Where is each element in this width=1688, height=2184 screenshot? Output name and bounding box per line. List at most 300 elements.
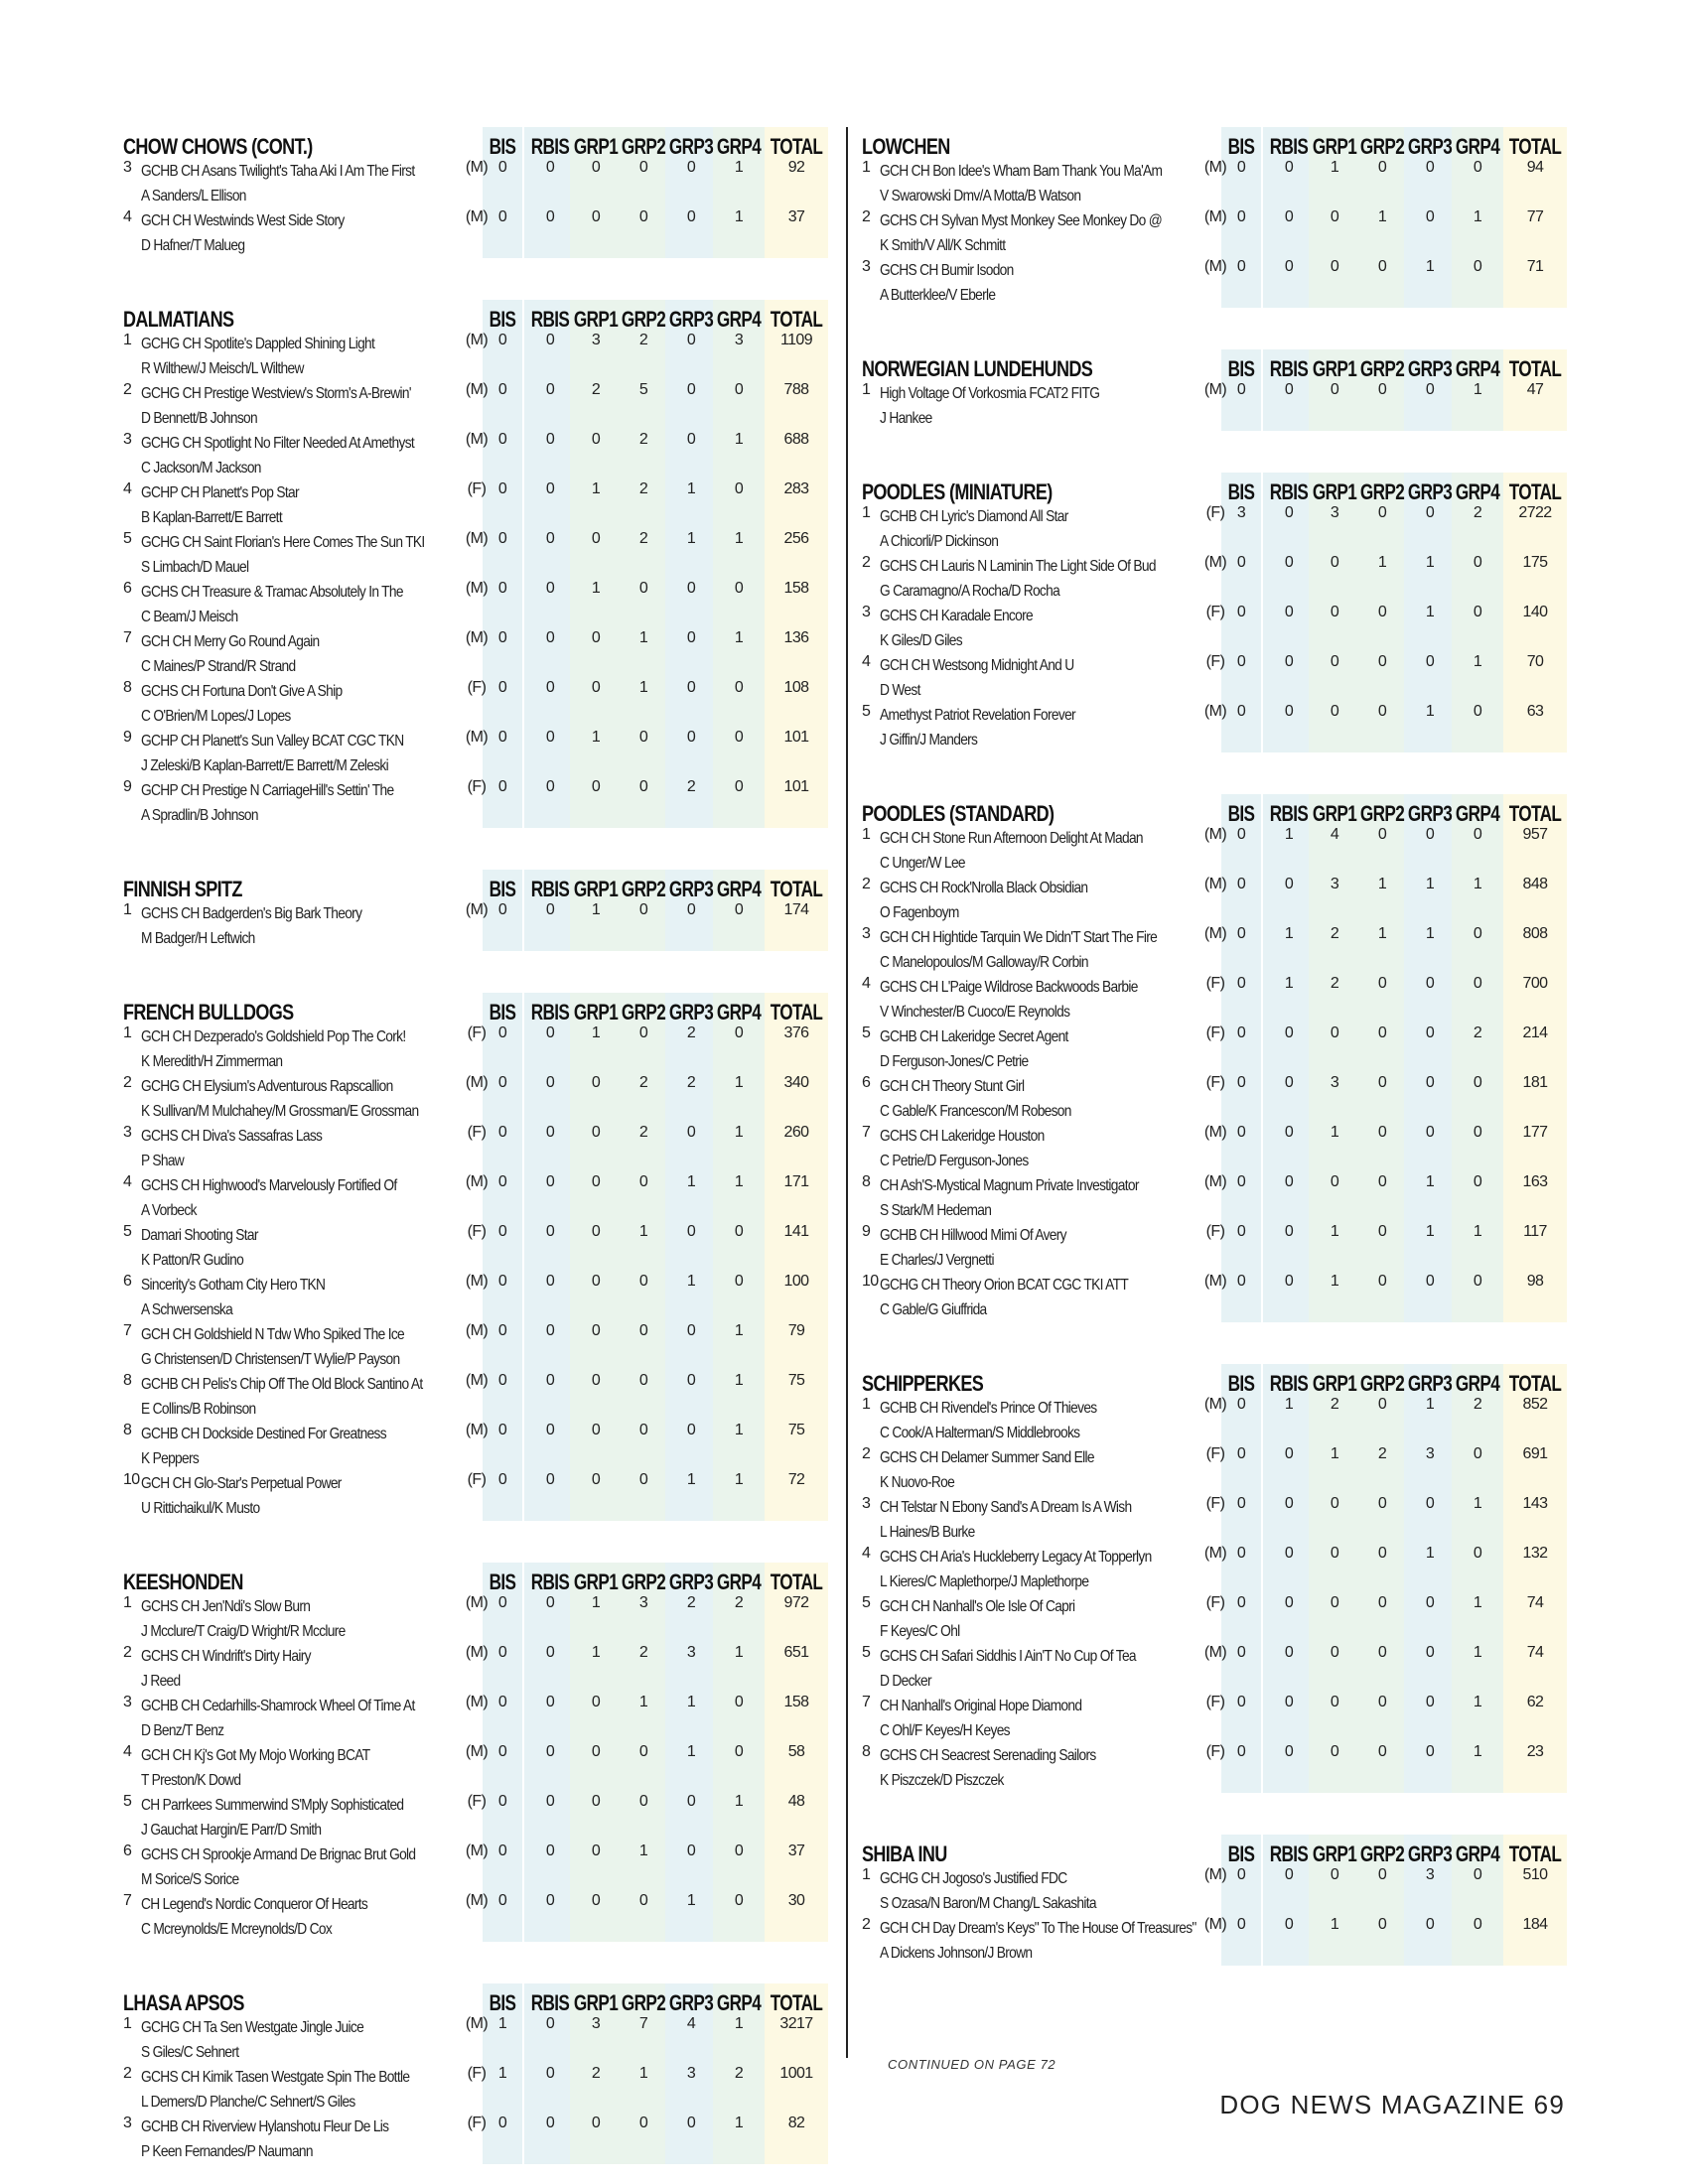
owner-names: S Giles/C Sehnert xyxy=(141,2044,239,2061)
stat-value: 1 xyxy=(734,1471,744,1488)
stat-value: 0 xyxy=(1473,826,1482,843)
rank-number: 10 xyxy=(862,1273,879,1290)
stat-value: 1 xyxy=(1330,1124,1339,1141)
stat-value: 848 xyxy=(1522,876,1548,892)
stat-value: 0 xyxy=(497,208,507,225)
rank-number: 6 xyxy=(123,580,132,597)
dog-entry xyxy=(141,1843,499,1892)
column-header: TOTAL xyxy=(1508,134,1562,159)
stat-value: 0 xyxy=(1377,826,1387,843)
dog-entry xyxy=(141,1694,499,1743)
stat-value: 0 xyxy=(734,1223,744,1240)
table-row xyxy=(862,1124,1557,1173)
sex-label: (F) xyxy=(467,1793,487,1810)
stat-value: 0 xyxy=(545,2015,555,2032)
rank-number: 4 xyxy=(123,1173,132,1190)
stat-value: 0 xyxy=(497,332,507,348)
stat-value: 0 xyxy=(497,1843,507,1859)
rank-number: 2 xyxy=(123,1644,132,1661)
owner-names: K Giles/D Giles xyxy=(880,632,962,649)
owner-names: C Cook/A Halterman/S Middlebrooks xyxy=(880,1425,1080,1441)
stat-value: 1 xyxy=(1473,1495,1482,1512)
stat-value: 0 xyxy=(497,431,507,448)
dog-entry xyxy=(880,1916,1238,1966)
stat-value: 0 xyxy=(545,208,555,225)
stat-value: 0 xyxy=(591,431,601,448)
stat-value: 283 xyxy=(783,480,809,497)
stat-value: 0 xyxy=(545,901,555,918)
sex-label: (F) xyxy=(1205,1223,1225,1240)
dog-name: GCHS CH Rock'Nrolla Black Obsidian xyxy=(880,880,1088,896)
stat-value: 79 xyxy=(787,1322,805,1339)
breed-name: SCHIPPERKES xyxy=(862,1371,984,1396)
stat-value: 0 xyxy=(1425,1124,1435,1141)
stat-value: 0 xyxy=(1425,504,1435,521)
stat-value: 0 xyxy=(497,1644,507,1661)
stat-value: 3 xyxy=(591,332,601,348)
stat-value: 0 xyxy=(497,1694,507,1710)
stat-value: 1 xyxy=(1473,1644,1482,1661)
column-header: TOTAL xyxy=(770,1990,823,2015)
rank-number: 1 xyxy=(862,381,871,398)
stat-value: 0 xyxy=(686,2115,696,2131)
rank-number: 1 xyxy=(862,504,871,521)
sex-label: (F) xyxy=(1205,1495,1225,1512)
breed-header xyxy=(862,127,1562,159)
stat-value: 1 xyxy=(1473,381,1482,398)
column-header: GRP2 xyxy=(1359,134,1405,159)
dog-entry xyxy=(141,2065,499,2115)
table-row xyxy=(123,208,818,258)
stat-value: 1 xyxy=(1425,258,1435,275)
stat-value: 1 xyxy=(638,2065,648,2082)
table-row xyxy=(862,703,1557,752)
owner-names: C O'Brien/M Lopes/J Lopes xyxy=(141,708,291,725)
column-header: GRP3 xyxy=(668,1000,714,1024)
section-gap xyxy=(123,258,818,300)
rank-number: 7 xyxy=(123,1892,132,1909)
owner-names: E Collins/B Robinson xyxy=(141,1401,256,1418)
dog-name: GCH CH Theory Stunt Girl xyxy=(880,1078,1025,1095)
sex-label: (M) xyxy=(465,1594,489,1611)
stat-value: 1 xyxy=(1425,1396,1435,1413)
stat-value: 0 xyxy=(1284,1644,1294,1661)
dog-name: GCHG CH Saint Florian's Here Comes The Sun TKI xyxy=(141,534,425,551)
dog-name: CH Parrkees Summerwind S'Mply Sophisticated xyxy=(141,1797,404,1814)
dog-name: CH Nanhall's Original Hope Diamond xyxy=(880,1698,1082,1714)
owner-names: C Petrie/D Ferguson-Jones xyxy=(880,1153,1029,1169)
column-header: GRP3 xyxy=(1407,801,1453,826)
stat-value: 3 xyxy=(686,1644,696,1661)
stat-value: 0 xyxy=(1330,1866,1339,1883)
stat-value: 0 xyxy=(686,1793,696,1810)
rank-number: 1 xyxy=(862,159,871,176)
stat-value: 1 xyxy=(591,1644,601,1661)
stat-value: 1 xyxy=(1425,1223,1435,1240)
stat-value: 0 xyxy=(1377,1396,1387,1413)
column-header: GRP2 xyxy=(1359,1842,1405,1866)
dog-entry xyxy=(141,629,499,679)
column-header: BIS xyxy=(1227,1842,1255,1866)
stat-value: 2 xyxy=(686,1024,696,1041)
stat-value: 0 xyxy=(1377,1594,1387,1611)
stat-value: 2 xyxy=(638,530,648,547)
stat-value: 510 xyxy=(1522,1866,1548,1883)
dog-name: GCHS CH Fortuna Don't Give A Ship xyxy=(141,683,343,700)
table-row xyxy=(862,1594,1557,1644)
stat-value: 0 xyxy=(1425,1743,1435,1760)
stat-value: 2 xyxy=(638,431,648,448)
stat-value: 0 xyxy=(591,1422,601,1438)
stat-value: 158 xyxy=(783,1694,809,1710)
sex-label: (M) xyxy=(465,729,489,746)
stat-value: 0 xyxy=(1284,159,1294,176)
owner-names: D Hafner/T Malueg xyxy=(141,237,245,254)
dog-entry xyxy=(880,1223,1238,1273)
stat-value: 3 xyxy=(1330,876,1339,892)
column-header: GRP2 xyxy=(1359,479,1405,504)
column-header: GRP3 xyxy=(1407,134,1453,159)
stat-value: 4 xyxy=(1330,826,1339,843)
stat-value: 0 xyxy=(1425,975,1435,992)
stat-value: 1 xyxy=(734,1644,744,1661)
stat-value: 0 xyxy=(1425,826,1435,843)
stat-value: 0 xyxy=(686,1843,696,1859)
stat-value: 0 xyxy=(1284,1024,1294,1041)
stat-value: 0 xyxy=(1330,1694,1339,1710)
breed-name: LOWCHEN xyxy=(862,134,950,159)
left-column xyxy=(123,127,823,2164)
stat-value: 0 xyxy=(638,2115,648,2131)
stat-value: 0 xyxy=(545,629,555,646)
dog-name: Damari Shooting Star xyxy=(141,1227,258,1244)
breed-header xyxy=(123,1983,823,2015)
column-header: GRP3 xyxy=(1407,1371,1453,1396)
stat-value: 0 xyxy=(591,159,601,176)
sex-label: (M) xyxy=(1203,381,1227,398)
rank-number: 2 xyxy=(862,876,871,892)
owner-names: K Patton/R Gudino xyxy=(141,1252,244,1269)
stat-value: 0 xyxy=(1377,1694,1387,1710)
stat-value: 0 xyxy=(1236,876,1246,892)
owner-names: V Swarowski Dmv/A Motta/B Watson xyxy=(880,188,1081,205)
sex-label: (F) xyxy=(1205,975,1225,992)
stat-value: 0 xyxy=(1284,1743,1294,1760)
stat-value: 0 xyxy=(734,1892,744,1909)
stat-value: 0 xyxy=(591,530,601,547)
stat-value: 0 xyxy=(1236,1594,1246,1611)
stat-value: 0 xyxy=(1473,1074,1482,1091)
owner-names: A Sanders/L Ellison xyxy=(141,188,246,205)
stat-value: 0 xyxy=(497,530,507,547)
dog-entry xyxy=(880,1024,1238,1074)
sex-label: (F) xyxy=(1205,1594,1225,1611)
stat-value: 141 xyxy=(783,1223,809,1240)
stat-value: 0 xyxy=(591,1793,601,1810)
sex-label: (M) xyxy=(1203,1396,1227,1413)
stat-value: 0 xyxy=(686,729,696,746)
dog-name: GCHS CH Windrift's Dirty Hairy xyxy=(141,1648,311,1665)
stat-value: 0 xyxy=(545,1124,555,1141)
stat-value: 0 xyxy=(545,729,555,746)
section-gap xyxy=(123,1942,818,1983)
stat-value: 0 xyxy=(497,1124,507,1141)
stat-value: 0 xyxy=(545,580,555,597)
sex-label: (M) xyxy=(465,2015,489,2032)
dog-name: GCH CH Kj's Got My Mojo Working BCAT xyxy=(141,1747,370,1764)
rank-number: 3 xyxy=(123,431,132,448)
dog-name: GCHS CH Diva's Sassafras Lass xyxy=(141,1128,323,1145)
dog-entry xyxy=(141,729,499,778)
stat-value: 1 xyxy=(1284,1396,1294,1413)
dog-name: GCHS CH Lauris N Laminin The Light Side Of Bud xyxy=(880,558,1156,575)
stat-value: 972 xyxy=(783,1594,809,1611)
stat-value: 1001 xyxy=(779,2065,813,2082)
stat-value: 3 xyxy=(686,2065,696,2082)
stat-value: 175 xyxy=(1522,554,1548,571)
stat-value: 0 xyxy=(497,159,507,176)
table-row xyxy=(862,159,1557,208)
dog-entry xyxy=(880,1644,1238,1694)
stat-value: 0 xyxy=(497,1743,507,1760)
stat-value: 63 xyxy=(1526,703,1544,720)
dog-name: Amethyst Patriot Revelation Forever xyxy=(880,707,1075,724)
dog-name: GCHP CH Prestige N CarriageHill's Settin' The xyxy=(141,782,394,799)
stat-value: 0 xyxy=(1377,1866,1387,1883)
column-header: GRP4 xyxy=(1455,356,1500,381)
stat-value: 0 xyxy=(1284,258,1294,275)
column-divider xyxy=(846,127,848,2058)
stat-value: 0 xyxy=(734,381,744,398)
breed-header xyxy=(123,870,823,901)
stat-value: 1 xyxy=(686,1892,696,1909)
rank-number: 6 xyxy=(123,1843,132,1859)
stat-value: 143 xyxy=(1522,1495,1548,1512)
column-header: GRP4 xyxy=(1455,1371,1500,1396)
stat-value: 2 xyxy=(638,332,648,348)
stat-value: 0 xyxy=(1284,1124,1294,1141)
stat-value: 2 xyxy=(638,480,648,497)
stat-value: 1 xyxy=(734,2115,744,2131)
stat-value: 0 xyxy=(591,1743,601,1760)
column-header: GRP1 xyxy=(1312,356,1357,381)
stat-value: 0 xyxy=(497,1372,507,1389)
stat-value: 0 xyxy=(545,1694,555,1710)
stat-value: 0 xyxy=(545,530,555,547)
dog-name: GCHB CH Lyric's Diamond All Star xyxy=(880,508,1068,525)
stat-value: 1 xyxy=(1473,1694,1482,1710)
dog-entry xyxy=(880,1445,1238,1495)
owner-names: L Demers/D Planche/C Sehnert/S Giles xyxy=(141,2094,355,2111)
rank-number: 3 xyxy=(123,159,132,176)
dog-name: GCH CH Westsong Midnight And U xyxy=(880,657,1074,674)
column-header: GRP2 xyxy=(621,1000,666,1024)
dog-entry xyxy=(141,1322,499,1372)
stat-value: 1 xyxy=(734,1173,744,1190)
column-header: RBIS xyxy=(530,877,570,901)
owner-names: T Preston/K Dowd xyxy=(141,1772,241,1789)
stat-value: 0 xyxy=(1236,1866,1246,1883)
sex-label: (M) xyxy=(1203,1916,1227,1933)
stat-value: 0 xyxy=(1330,1024,1339,1041)
column-header: RBIS xyxy=(530,1570,570,1594)
stat-value: 2 xyxy=(734,1594,744,1611)
owner-names: A Spradlin/B Johnson xyxy=(141,807,258,824)
owner-names: C Ohl/F Keyes/H Keyes xyxy=(880,1722,1010,1739)
stat-value: 70 xyxy=(1526,653,1544,670)
dog-entry xyxy=(141,431,499,480)
stat-value: 0 xyxy=(1236,1223,1246,1240)
stat-value: 0 xyxy=(638,1892,648,1909)
dog-name: GCHS CH Sylvan Myst Monkey See Monkey Do @ xyxy=(880,212,1163,229)
table-row xyxy=(862,604,1557,653)
stat-value: 0 xyxy=(686,901,696,918)
stat-value: 0 xyxy=(734,1843,744,1859)
stat-value: 2 xyxy=(638,1124,648,1141)
column-header: BIS xyxy=(489,1990,516,2015)
owner-names: C Beam/J Meisch xyxy=(141,609,238,625)
rank-number: 5 xyxy=(123,1223,132,1240)
stat-value: 0 xyxy=(1473,1124,1482,1141)
stat-value: 3 xyxy=(1330,504,1339,521)
table-row xyxy=(862,653,1557,703)
column-header: BIS xyxy=(1227,1371,1255,1396)
dog-name: GCHG CH Jogoso's Justified FDC xyxy=(880,1870,1067,1887)
owner-names: M Badger/H Leftwich xyxy=(141,930,255,947)
stat-value: 2 xyxy=(1330,1396,1339,1413)
rank-number: 4 xyxy=(123,208,132,225)
rank-number: 3 xyxy=(862,258,871,275)
section-gap xyxy=(862,431,1557,473)
stat-value: 0 xyxy=(591,679,601,696)
breed-header xyxy=(862,349,1562,381)
stat-value: 0 xyxy=(686,381,696,398)
dog-entry xyxy=(880,925,1238,975)
dog-entry xyxy=(141,1422,499,1471)
table-row xyxy=(123,1743,818,1793)
owner-names: O Fagenboym xyxy=(880,904,959,921)
stat-value: 0 xyxy=(1330,1545,1339,1562)
dog-entry xyxy=(880,876,1238,925)
rank-number: 7 xyxy=(123,629,132,646)
stat-value: 1 xyxy=(591,1594,601,1611)
stat-value: 0 xyxy=(1236,1074,1246,1091)
dog-name: GCHS CH L'Paige Wildrose Backwoods Barbie xyxy=(880,979,1138,996)
table-row xyxy=(123,332,818,381)
stat-value: 71 xyxy=(1526,258,1544,275)
stat-value: 0 xyxy=(1425,1916,1435,1933)
stat-value: 0 xyxy=(1473,159,1482,176)
stat-value: 0 xyxy=(1330,1644,1339,1661)
stat-value: 0 xyxy=(1236,381,1246,398)
rank-number: 2 xyxy=(862,208,871,225)
table-row xyxy=(123,1074,818,1124)
dog-entry xyxy=(141,1644,499,1694)
breed-name: KEESHONDEN xyxy=(123,1570,243,1594)
table-row xyxy=(123,530,818,580)
stat-value: 0 xyxy=(1377,1916,1387,1933)
stat-value: 0 xyxy=(545,1322,555,1339)
breed-header xyxy=(123,127,823,159)
stat-value: 0 xyxy=(734,580,744,597)
stat-value: 0 xyxy=(1377,1644,1387,1661)
owner-names: K Nuovo-Roe xyxy=(880,1474,955,1491)
stat-value: 0 xyxy=(497,679,507,696)
rank-number: 2 xyxy=(123,2065,132,2082)
table-row xyxy=(123,1273,818,1322)
stat-value: 3 xyxy=(591,2015,601,2032)
stat-value: 0 xyxy=(734,1273,744,1290)
stat-value: 1 xyxy=(686,1743,696,1760)
stat-value: 0 xyxy=(1425,1694,1435,1710)
column-header: GRP1 xyxy=(573,307,619,332)
stat-value: 1 xyxy=(1284,826,1294,843)
stat-value: 1 xyxy=(1425,554,1435,571)
breed-header xyxy=(862,1835,1562,1866)
table-row xyxy=(123,901,818,951)
breed-section xyxy=(123,870,823,951)
stat-value: 0 xyxy=(497,1074,507,1091)
stat-value: 3217 xyxy=(779,2015,813,2032)
table-row xyxy=(862,1916,1557,1966)
owner-names: C Unger/W Lee xyxy=(880,855,965,872)
stat-value: 1 xyxy=(638,1843,648,1859)
stat-value: 700 xyxy=(1522,975,1548,992)
stat-value: 158 xyxy=(783,580,809,597)
column-header: GRP3 xyxy=(1407,356,1453,381)
owner-names: U Rittichaikul/K Musto xyxy=(141,1500,260,1517)
table-row xyxy=(123,1892,818,1942)
dog-entry xyxy=(880,975,1238,1024)
dog-name: GCHP CH Planett's Sun Valley BCAT CGC TKN xyxy=(141,733,404,750)
stat-value: 0 xyxy=(545,480,555,497)
stat-value: 132 xyxy=(1522,1545,1548,1562)
stat-value: 1 xyxy=(1377,876,1387,892)
stat-value: 177 xyxy=(1522,1124,1548,1141)
column-header: GRP1 xyxy=(573,134,619,159)
dog-name: GCHS CH Highwood's Marvelously Fortified Of xyxy=(141,1177,397,1194)
column-header: GRP3 xyxy=(1407,479,1453,504)
rank-number: 7 xyxy=(862,1694,871,1710)
rank-number: 1 xyxy=(862,1866,871,1883)
rank-number: 3 xyxy=(862,604,871,620)
stat-value: 1 xyxy=(1425,876,1435,892)
table-row xyxy=(862,258,1557,308)
owner-names: C Gable/K Francescon/M Robeson xyxy=(880,1103,1071,1120)
stat-value: 0 xyxy=(497,1273,507,1290)
stat-value: 75 xyxy=(787,1372,805,1389)
stat-value: 0 xyxy=(1284,1223,1294,1240)
dog-name: GCHB CH Asans Twilight's Taha Aki I Am The First xyxy=(141,163,415,180)
stat-value: 0 xyxy=(1425,381,1435,398)
stat-value: 0 xyxy=(497,1422,507,1438)
owner-names: A Vorbeck xyxy=(141,1202,197,1219)
owner-names: C Jackson/M Jackson xyxy=(141,460,261,477)
sex-label: (F) xyxy=(1205,604,1225,620)
table-row xyxy=(862,1173,1557,1223)
stat-value: 0 xyxy=(734,679,744,696)
dog-name: GCHG CH Prestige Westview's Storm's A-Brewin' xyxy=(141,385,411,402)
sex-label: (M) xyxy=(1203,1124,1227,1141)
stat-value: 0 xyxy=(638,1793,648,1810)
owner-names: P Keen Fernandes/P Naumann xyxy=(141,2143,313,2160)
column-header: TOTAL xyxy=(1508,479,1562,504)
sex-label: (F) xyxy=(1205,653,1225,670)
owner-names: M Sorice/S Sorice xyxy=(141,1871,239,1888)
breed-section xyxy=(862,1835,1562,1966)
stat-value: 140 xyxy=(1522,604,1548,620)
dog-name: GCHG CH Ta Sen Westgate Jingle Juice xyxy=(141,2019,364,2036)
